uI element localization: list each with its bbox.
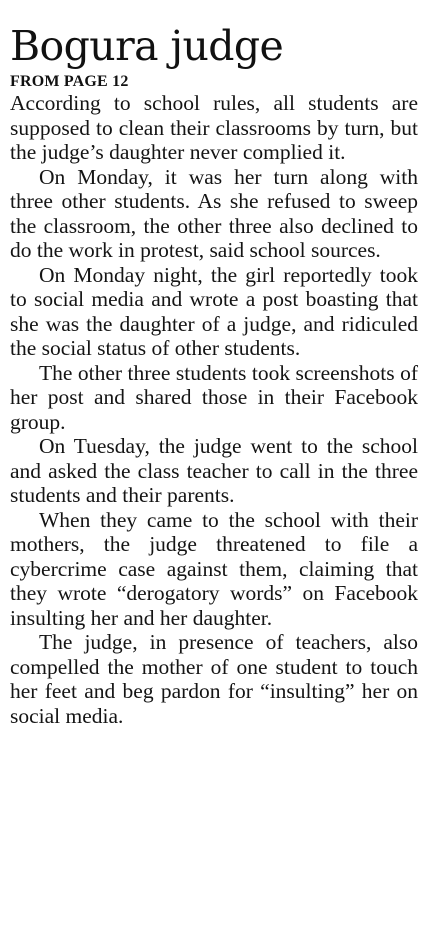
body-paragraph: On Monday, it was her turn along with three other students. As she refused to sweep the classroom, the other three also declined to do the work in protest, said school sources. — [10, 164, 418, 262]
news-article — [10, 0, 418, 728]
article-headline: Bogura judge — [10, 22, 284, 70]
body-paragraph: The other three students took screenshots of her post and shared those in their Facebook group. — [10, 360, 418, 434]
continued-from-label: FROM PAGE 12 — [10, 73, 129, 90]
body-paragraph: According to school rules, all students are supposed to clean their classrooms by turn, but the judge’s daughter never complied it. — [10, 91, 418, 164]
body-paragraph: On Tuesday, the judge went to the school and asked the class teacher to call in the three students and their parents. — [10, 434, 418, 507]
body-paragraph: On Monday night, the girl reportedly took to social media and wrote a post boasting that she was the daughter of a judge, and ridiculed the social status of other students. — [10, 262, 418, 360]
article-body — [10, 91, 418, 728]
body-paragraph: When they came to the school with their mothers, the judge threatened to file a cybercrime case against them, claiming that they wrote “derogatory words” on Facebook insulting her and her daughter. — [10, 507, 418, 630]
body-paragraph: The judge, in presence of teachers, also compelled the mother of one student to touch her feet and beg pardon for “insulting” her on social media. — [10, 630, 418, 728]
